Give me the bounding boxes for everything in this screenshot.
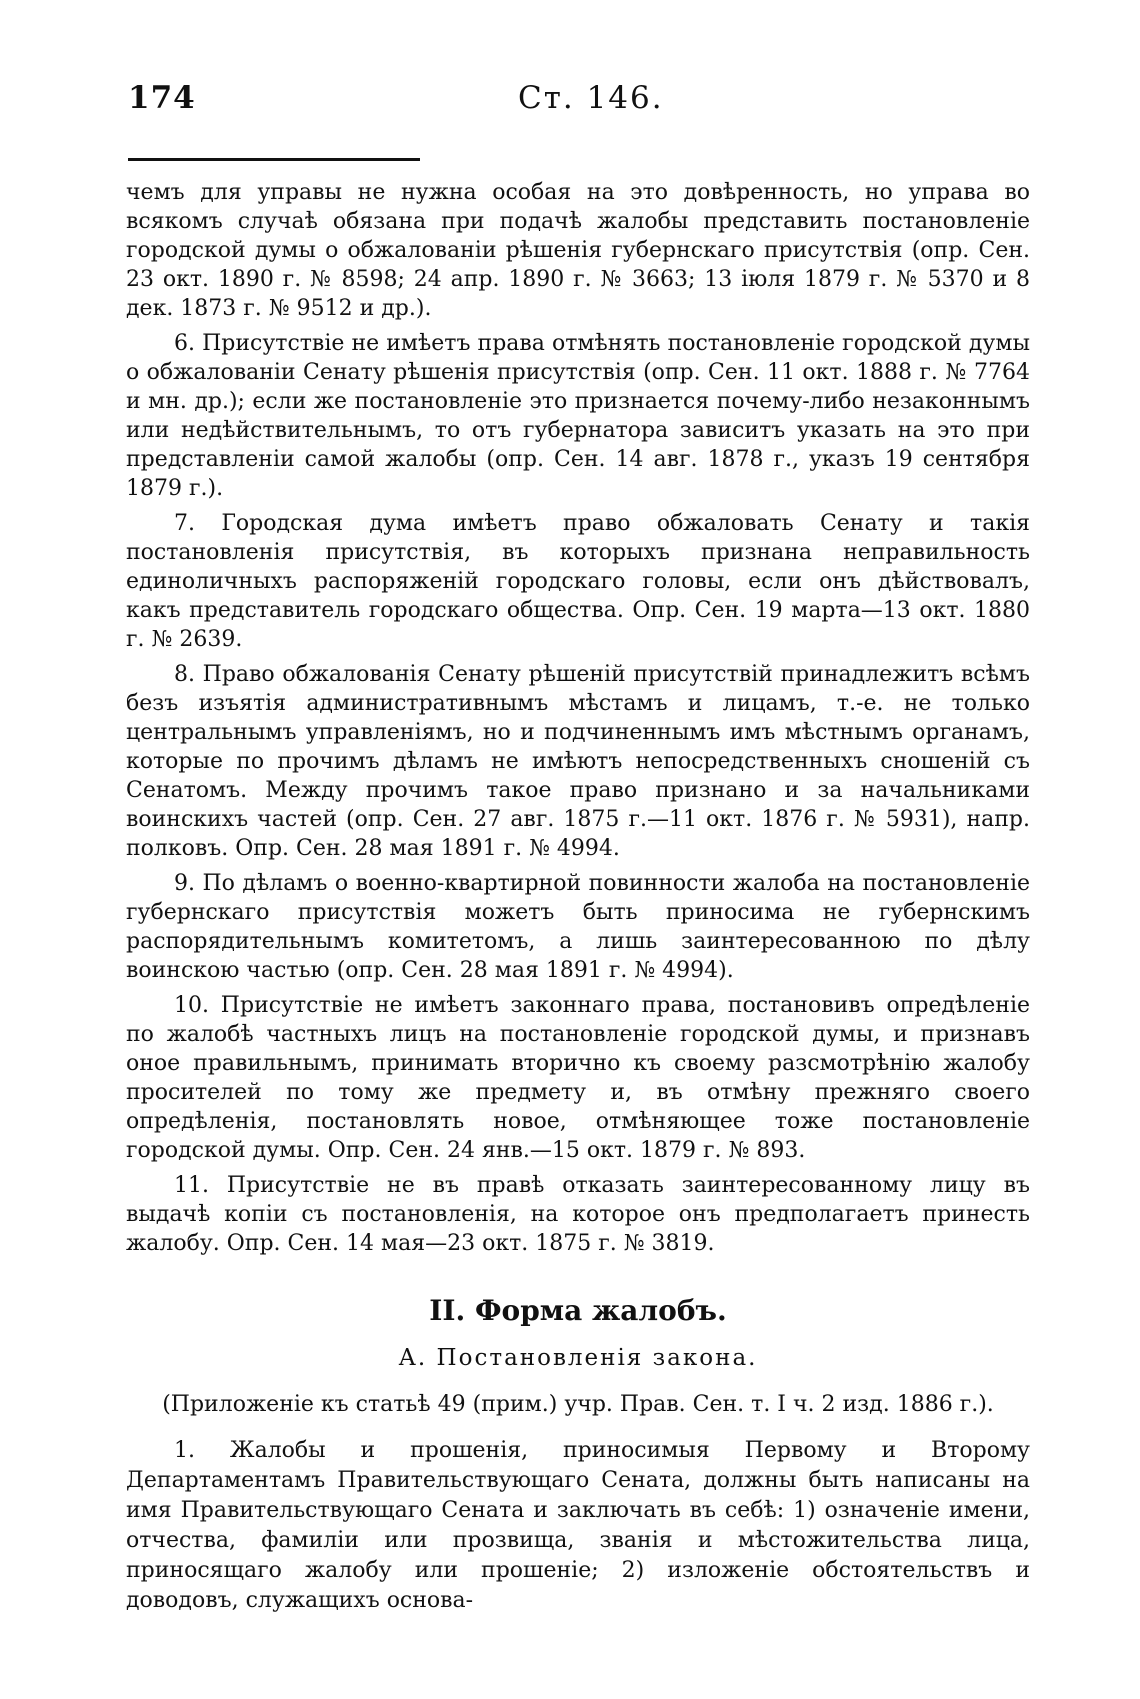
subsection-title: А. Постановленія закона. (398, 1345, 758, 1371)
paragraph-item-8: 8. Право обжалованія Сенату рѣшеній присутствій принадлежитъ всѣмъ безъ изъятія административнымъ мѣстамъ и лицамъ, т.-е. не только центральнымъ управленіямъ, но и подчиненнымъ имъ мѣстнымъ органамъ, которые по прочимъ дѣламъ не имѣютъ непосредственныхъ сношеній съ Сенатомъ. Между прочимъ такое право признано и за начальниками воинскихъ частей (опр. Сен. 27 авг. 1875 г.—11 окт. 1876 г. № 5931), напр. полковъ. Опр. Сен. 28 мая 1891 г. № 4994. (126, 662, 1030, 861)
header-rule (128, 158, 420, 161)
article-heading: Ст. 146. (518, 80, 664, 116)
paragraph-item-11: 11. Присутствіе не въ правѣ отказать заинтересованному лицу въ выдачѣ копіи съ постановленія, на которое онъ предполагаетъ принесть жалобу. Опр. Сен. 14 мая—23 окт. 1875 г. № 3819. (126, 1173, 1030, 1256)
article-body (126, 178, 1030, 1264)
paragraph-continuation: чемъ для управы не нужна особая на это довѣренность, но управа во всякомъ случаѣ обязана при подачѣ жалобы представить постановленіе городской думы о обжалованіи рѣшенія губернскаго присутствія (опр. Сен. 23 окт. 1890 г. № 8598; 24 апр. 1890 г. № 3663; 13 іюля 1879 г. № 5370 и 8 дек. 1873 г. № 9512 и др.). (126, 180, 1030, 321)
paragraph-item-7: 7. Городская дума имѣетъ право обжаловать Сенату и такія постановленія присутствія, въ которыхъ признана неправильность единоличныхъ распоряженій городскаго головы, если онъ дѣйствовалъ, какъ представитель городскаго общества. Опр. Сен. 19 марта—13 окт. 1880 г. № 2639. (126, 511, 1030, 652)
page-number: 174 (128, 80, 196, 116)
section-paragraph-1: 1. Жалобы и прошенія, приносимыя Первому и Второму Департаментамъ Правительствующаго Сената, должны быть написаны на имя Правительствующаго Сената и заключать въ себѣ: 1) означеніе имени, отчества, фамиліи или прозвища, званія и мѣстожительства лица, приносящаго жалобу или прошеніе; 2) изложеніе обстоятельствъ и доводовъ, служащихъ основа- (126, 1438, 1030, 1613)
section-title: II. Форма жалобъ. (429, 1294, 727, 1327)
section-body (126, 1436, 1030, 1616)
paragraph-item-6: 6. Присутствіе не имѣетъ права отмѣнять постановленіе городской думы о обжалованіи Сенату рѣшенія присутствія (опр. Сен. 11 окт. 1888 г. № 7764 и мн. др.); если же постановленіе это признается почему-либо незаконнымъ или недѣйствительнымъ, то отъ губернатора зависитъ указать на это при представленіи самой жалобы (опр. Сен. 14 авг. 1878 г., указъ 19 сентября 1879 г.). (126, 331, 1030, 501)
page-header (128, 80, 1028, 124)
appendix-note: (Приложеніе къ статьѣ 49 (прим.) учр. Прав. Сен. т. I ч. 2 изд. 1886 г.). (162, 1392, 994, 1417)
paragraph-item-10: 10. Присутствіе не имѣетъ законнаго права, постановивъ опредѣленіе по жалобѣ частныхъ лицъ на постановленіе городской думы, и признавъ оное правильнымъ, принимать вторично къ своему разсмотрѣнію жалобу просителей по тому же предмету и, въ отмѣну прежняго своего опредѣленія, постановлять новое, отмѣняющее тоже постановленіе городской думы. Опр. Сен. 24 янв.—15 окт. 1879 г. № 893. (126, 993, 1030, 1163)
paragraph-item-9: 9. По дѣламъ о военно-квартирной повинности жалоба на постановленіе губернскаго присутствія можетъ быть приносима не губернскимъ распорядительнымъ комитетомъ, а лишь заинтересованною по дѣлу воинскою частью (опр. Сен. 28 мая 1891 г. № 4994). (126, 871, 1030, 983)
